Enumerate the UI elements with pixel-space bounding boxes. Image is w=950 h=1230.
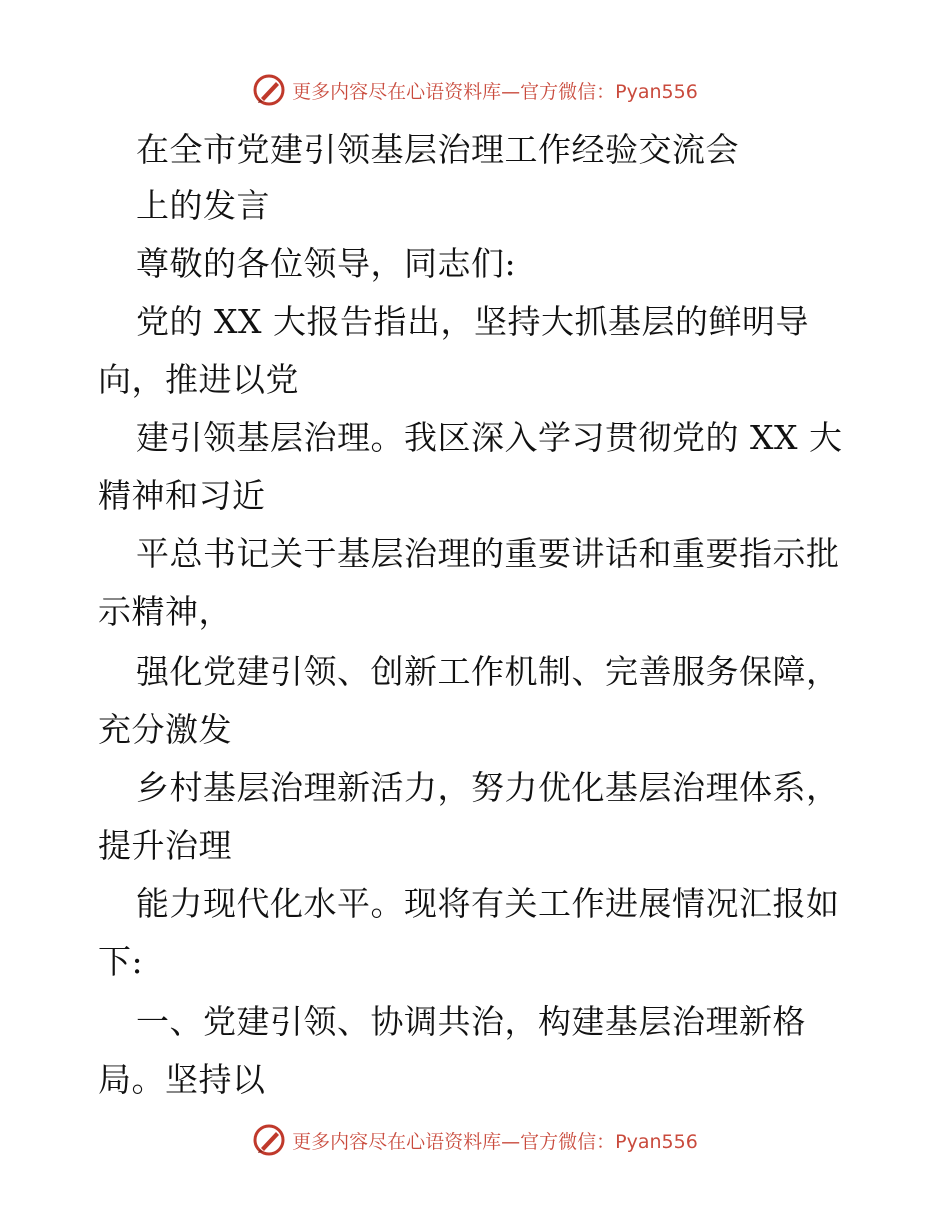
- paragraph-line: 向，推进以党: [98, 360, 299, 399]
- pen-logo-icon: [252, 1123, 286, 1157]
- watermark-text: 更多内容尽在心语资料库—官方微信：Pyan556: [292, 1130, 698, 1153]
- paragraph-line: 充分激发: [98, 710, 232, 749]
- paragraph-line: 强化党建引领、创新工作机制、完善服务保障，: [136, 652, 840, 691]
- paragraph-line: 示精神，: [98, 592, 232, 631]
- watermark-footer: [0, 1120, 950, 1160]
- paragraph-line: 建引领基层治理。我区深入学习贯彻党的 XX 大: [136, 418, 843, 457]
- paragraph-line: 乡村基层治理新活力，努力优化基层治理体系，: [136, 768, 840, 807]
- paragraph-line: 提升治理: [98, 826, 232, 865]
- doc-title-line-2: 上的发言: [136, 186, 270, 225]
- paragraph-line: 党的 XX 大报告指出，坚持大抓基层的鲜明导: [136, 302, 809, 341]
- section-heading-line: 局。坚持以: [98, 1060, 266, 1099]
- section-heading-line: 一、党建引领、协调共治，构建基层治理新格: [136, 1002, 806, 1041]
- paragraph-line: 平总书记关于基层治理的重要讲话和重要指示批: [136, 534, 840, 573]
- doc-title-line-1: 在全市党建引领基层治理工作经验交流会: [136, 130, 739, 169]
- paragraph-line: 精神和习近: [98, 476, 266, 515]
- watermark-text: 更多内容尽在心语资料库—官方微信：Pyan556: [292, 80, 698, 103]
- salutation: 尊敬的各位领导，同志们:: [136, 244, 517, 283]
- paragraph-line: 下:: [98, 942, 144, 981]
- paragraph-line: 能力现代化水平。现将有关工作进展情况汇报如: [136, 884, 840, 923]
